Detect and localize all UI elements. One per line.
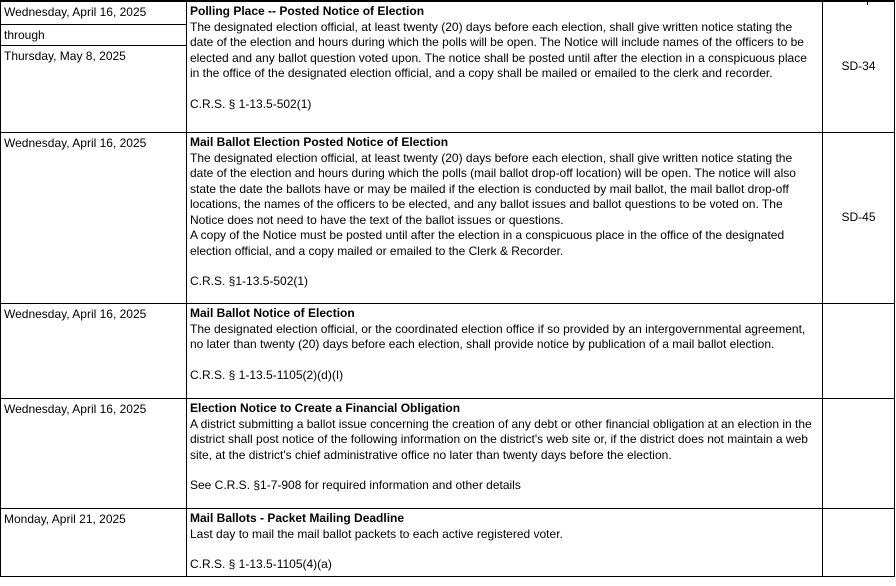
description-cell: [187, 1, 823, 133]
table-row: [1, 1, 895, 133]
event-title: Mail Ballot Notice of Election: [190, 306, 355, 320]
statute-citation: See C.R.S. §1-7-908 for required information and other details: [190, 478, 521, 492]
statute-citation: C.R.S. § 1-13.5-1105(2)(d)(I): [190, 367, 344, 382]
description-cell: [187, 304, 823, 399]
description-cell: [187, 133, 823, 304]
event-description: The designated election official, or the coordinated election office if so provided by an intergovernmental agreement, no later than twenty (20) days before each election, shall provide notice by publication of a mail ballot election.: [190, 321, 806, 351]
district-code-cell: [823, 399, 895, 509]
event-title: Mail Ballots - Packet Mailing Deadline: [190, 511, 405, 525]
event-description: A copy of the Notice must be posted until after the election in a conspicuous place in the office of the designated election official, and a copy mailed or emailed to the Clerk & Recorder.: [190, 228, 785, 258]
table-row: [1, 133, 895, 304]
description-cell: [187, 509, 823, 577]
date-cell: [1, 399, 187, 509]
table-row: [1, 509, 895, 577]
table-row: [1, 304, 895, 399]
table-row: [1, 399, 895, 509]
statute-citation: C.R.S. § 1-13.5-502(1): [190, 96, 312, 111]
district-code-cell: [823, 304, 895, 399]
date-cell: [1, 509, 187, 577]
blank-line: [190, 542, 818, 557]
event-description: The designated election official, at least twenty (20) days before each election, shall give written notice stating the date of the election and hours during which the polls (mail ballot drop-off location) will be open. The notice will also state the date the ballots have or may be mailed if the election is conducted by mail ballot, the mail ballot drop-off locations, the names of the officers to be elected, and any ballot issues and ballot questions to be voted on. The Notice does not need to have the text of the ballot issues or questions.: [190, 150, 796, 227]
blank-line: [190, 259, 818, 274]
event-title: Polling Place -- Posted Notice of Election: [190, 4, 425, 18]
event-date: Wednesday, April 16, 2025: [4, 307, 147, 321]
description-cell: [187, 399, 823, 509]
event-description: The designated election official, at least twenty (20) days before each election, shall give written notice stating the date of the election and hours during which the polls will be open. The Notice will include names of the officers to be elected and any ballot question voted upon. The notice shall be posted until after the election in a conspicuous place in the office of the designated election official, and a copy shall be mailed or emailed to the clerk and recorder.: [190, 19, 807, 80]
blank-line: [190, 353, 818, 368]
district-code-cell: SD-34: [823, 1, 895, 133]
district-code-cell: [823, 509, 895, 577]
date-range-end: Thursday, May 8, 2025: [4, 49, 126, 63]
date-cell: [1, 304, 187, 399]
event-date: Monday, April 21, 2025: [4, 512, 126, 526]
statute-citation: C.R.S. § 1-13.5-1105(4)(a): [190, 557, 332, 571]
event-date: Wednesday, April 16, 2025: [4, 136, 147, 150]
event-description: Last day to mail the mail ballot packets to each active registered voter.: [190, 526, 563, 541]
event-title: Mail Ballot Election Posted Notice of Election: [190, 135, 449, 149]
date-range-start: Wednesday, April 16, 2025: [1, 2, 186, 25]
date-cell: [1, 1, 187, 133]
district-code-cell: SD-45: [823, 133, 895, 304]
blank-line: [190, 82, 818, 97]
event-date: Wednesday, April 16, 2025: [4, 402, 147, 416]
statute-citation: C.R.S. §1-13.5-502(1): [190, 274, 309, 288]
event-title: Election Notice to Create a Financial Obligation: [190, 401, 461, 415]
date-cell: [1, 133, 187, 304]
date-range-connector: through: [1, 25, 186, 46]
event-description: A district submitting a ballot issue concerning the creation of any debt or other financial obligation at an election in the district shall post notice of the following information on the district's web site or, if the district does not maintain a web site, at the district's chief administrative office no later than twenty days before the election.: [190, 416, 812, 462]
border-artifact: [867, 0, 868, 5]
blank-line: [190, 463, 818, 478]
